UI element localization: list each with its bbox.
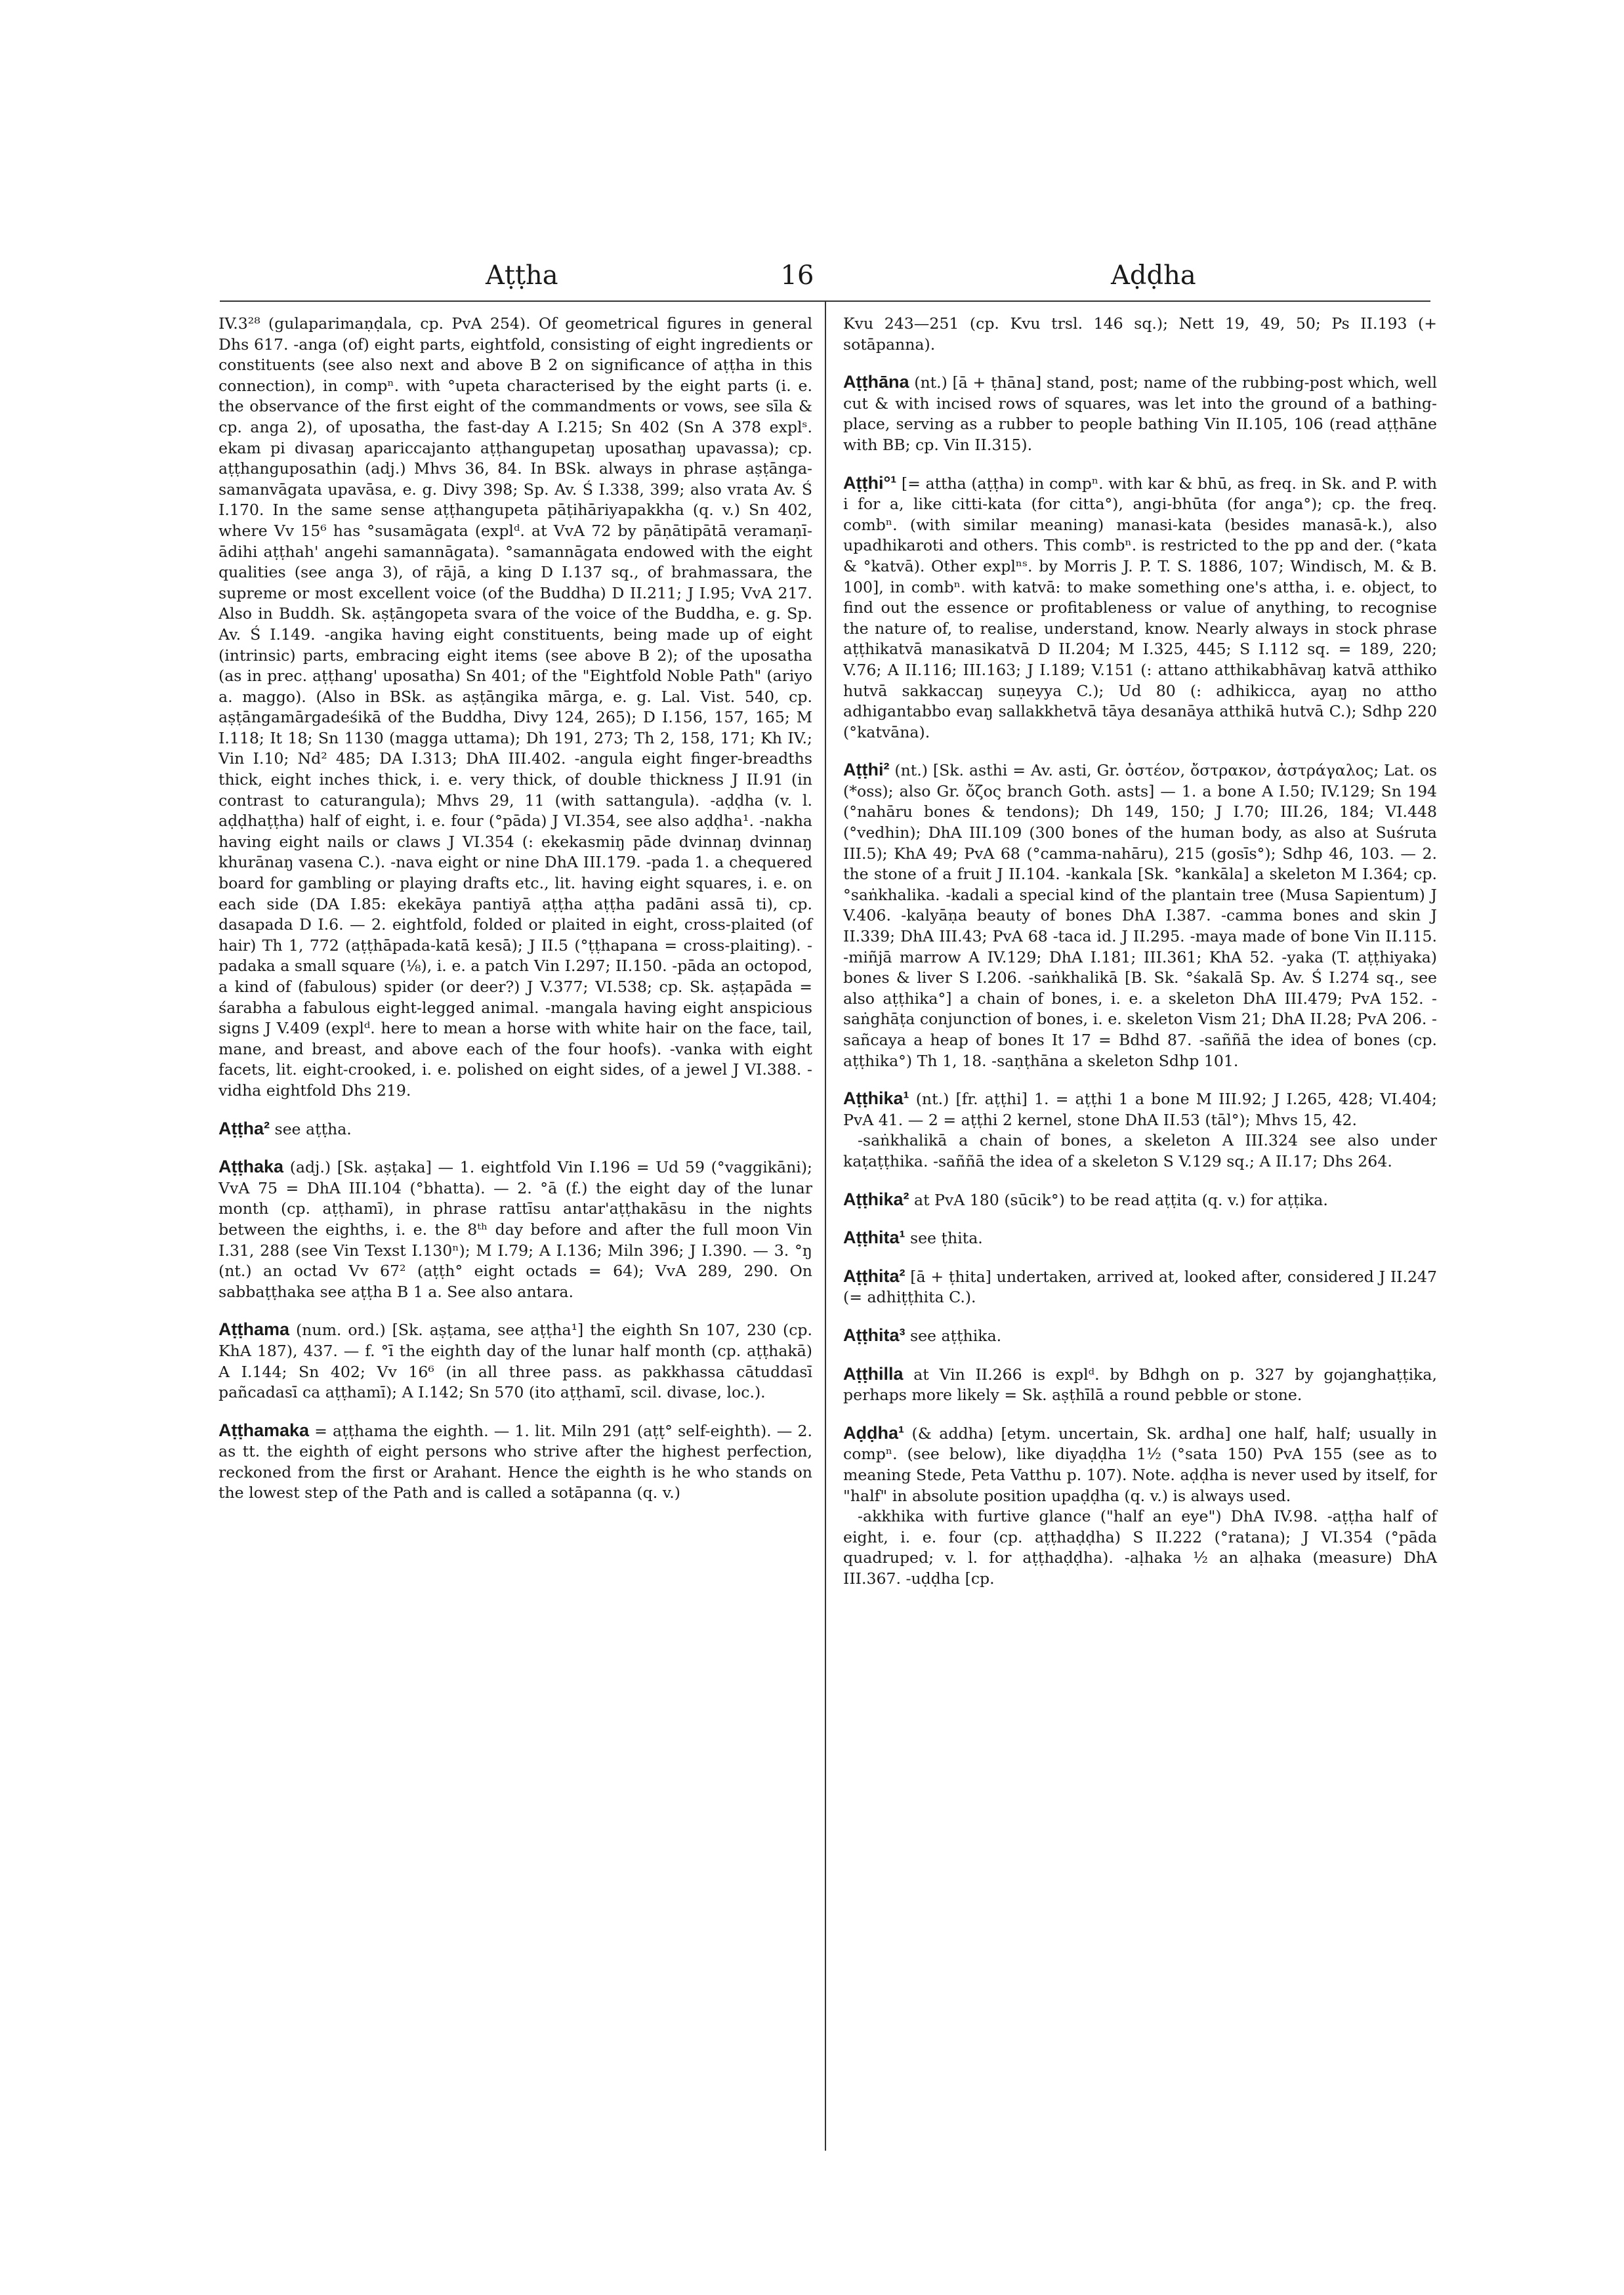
dictionary-entry <box>843 1266 1437 1308</box>
dictionary-entry <box>843 1364 1437 1406</box>
right-guideword: Aḍḍha <box>1111 260 1196 291</box>
entry-text: see aṭṭha. <box>274 1119 352 1138</box>
entry-headword: Aṭṭhika² <box>843 1189 909 1209</box>
entry-headword: Aṭṭhamaka <box>219 1420 310 1440</box>
right-column <box>843 314 1437 1606</box>
dictionary-entry <box>843 314 1437 355</box>
entry-text: = aṭṭhama the eighth. — 1. lit. Miln 291 (aṭṭ° self-eighth). — 2. as tt. the eighth of eight persons who strive after the highest perfection, reckoned from the first or Arahant. Hence the eighth is he who stands on the lowest step of the Path and is called a sotāpanna (q. v.) <box>219 1421 812 1502</box>
entry-headword: Aṭṭhaka <box>219 1157 284 1177</box>
entry-headword: Aṭṭhama <box>219 1319 290 1340</box>
entry-text: (nt.) [ā + ṭhāna] stand, post; name of the rubbing-post which, well cut & with incised rows of squares, was let into the ground of a bathing-place, serving as a rubber to people bathing Vin II.105, 106 (read aṭṭhāne with BB; cp. Vin II.315). <box>843 373 1438 454</box>
dictionary-entry <box>219 1319 812 1403</box>
entry-headword: Aṭṭhita¹ <box>843 1228 906 1248</box>
entry-text: at Vin II.266 is explᵈ. by Bdhgh on p. 327 by gojanghaṭṭika, perhaps more likely = Sk. aṣṭhīlā a round pebble or stone. <box>843 1365 1437 1405</box>
dictionary-entry <box>219 314 812 1102</box>
entry-text: IV.3²⁸ (gulaparimaṇḍala, cp. PvA 254). Of geometrical figures in general Dhs 617. -anga (of) eight parts, eightfold, consisting of eight ingredients or constituents (see also next and above B 2 on significance of aṭṭha in this connection), in compⁿ. with °upeta characterised by the eight parts (i. e. the observance of the first eight of the commandments or vows, see sīla & cp. anga 2), of uposatha, the fast-day A I.215; Sn 402 (Sn A 378 explˢ. ekam pi divasaŋ apariccajanto aṭṭhangupetaŋ uposathaŋ upavassa); cp. aṭṭhanguposathin (adj.) Mhvs 36, 84. In BSk. always in phrase aṣṭānga-samanvāgata upavāsa, e. g. Divy 398; Sp. Av. Ś I.338, 399; also vrata Av. Ś I.170. In the same sense aṭṭhangupeta pāṭihāriyapakkha (q. v.) Sn 402, where Vv 15⁶ has °susamāgata (explᵈ. at VvA 72 by pāṇātipātā veramaṇī-ādihi aṭṭhah' angehi samannāgata). °samannāgata endowed with the eight qualities (see anga 3), of rājā, a king D I.137 sq., of brahmassara, the supreme or most excellent voice (of the Buddha) D II.211; J I.95; VvA 217. Also in Buddh. Sk. aṣṭāngopeta svara of the voice of the Buddha, e. g. Sp. Av. Ś I.149. -angika having eight constituents, being made up of eight (intrinsic) parts, embracing eight items (see above B 2); of the uposatha (as in prec. aṭṭhang' uposatha) Sn 401; of the "Eightfold Noble Path" (ariyo a. maggo). (Also in BSk. as aṣṭāngika mārga, e. g. Lal. Vist. 540, cp. aṣṭāngamārgadeśikā of the Buddha, Divy 124, 265); D I.156, 157, 165; M I.118; It 18; Sn 1130 (magga uttama); Dh 191, 273; Th 2, 158, 171; Kh IV.; Vin I.10; Nd² 485; DA I.313; DhA III.402. -angula eight finger-breadths thick, eight inches thick, i. e. very thick, of double thickness J II.91 (in contrast to caturangula); Mhvs 29, 11 (with sattangula). -aḍḍha (v. l. aḍḍhaṭṭha) half of eight, i. e. four (°pāda) J VI.354, see also aḍḍha¹. -nakha having eight nails or claws J VI.354 (: ekekasmiŋ pāde dvinnaŋ dvinnaŋ khurānaŋ vasena C.). -nava eight or nine DhA III.179. -pada 1. a chequered board for gambling or playing drafts etc., lit. having eight squares, i. e. on each side (DA I.85: ekekāya pantiyā aṭṭha aṭṭha padāni assā ti), cp. dasapada D I.6. — 2. eightfold, folded or plaited in eight, cross-plaited (of hair) Th 1, 772 (aṭṭhāpada-katā kesā); J II.5 (°ṭṭhapana = cross-plaiting). -padaka a small square (⅛), i. e. a patch Vin I.297; II.150. -pāda an octopod, a kind of (fabulous) spider (or deer?) J V.377; VI.538; cp. Sk. aṣṭapāda = śarabha a fabulous eight-legged animal. -mangala having eight anspicious signs J V.409 (explᵈ. here to mean a horse with white hair on the face, tail, mane, and breast, and above each of the four hoofs). -vanka with eight facets, lit. eight-crooked, i. e. polished on eight sides, of a jewel J VI.388. -vidha eightfold Dhs 219. <box>219 314 812 1100</box>
entry-subtext: -saṅkhalikā a chain of bones, a skeleton A III.324 see also under kaṭaṭṭhika. -saññā the idea of a skeleton S V.129 sq.; A II.17; Dhs 264. <box>843 1131 1437 1170</box>
left-column <box>219 314 812 1521</box>
dictionary-entry <box>843 1325 1437 1347</box>
dictionary-entry <box>219 1157 812 1302</box>
left-guideword: Aṭṭha <box>486 260 558 291</box>
entry-headword: Aṭṭhi² <box>843 760 890 780</box>
entry-headword: Aṭṭhita² <box>843 1266 906 1286</box>
page-number: 16 <box>780 260 814 291</box>
entry-text: at PvA 180 (sūcik°) to be read aṭṭita (q. v.) for aṭṭika. <box>914 1190 1328 1209</box>
dictionary-entry <box>219 1119 812 1140</box>
entry-text: (adj.) [Sk. aṣṭaka] — 1. eightfold Vin I.196 = Ud 59 (°vaggikāni); VvA 75 = DhA III.104 (°bhatta). — 2. °ā (f.) the eight day of the lunar month (cp. aṭṭhamī), in phrase rattīsu antar'aṭṭhakāsu in the nights between the eighths, i. e. the 8ᵗʰ day before and after the full moon Vin I.31, 288 (see Vin Texst I.130ⁿ); M I.79; A I.136; Miln 396; J I.390. — 3. °ŋ (nt.) an octad Vv 67² (aṭṭh° eight octads = 64); VvA 289, 290. On sabbaṭṭhaka see aṭṭha B 1 a. See also antara. <box>219 1158 813 1301</box>
dictionary-entry <box>843 1088 1437 1172</box>
dictionary-entry <box>843 760 1437 1071</box>
entry-text: (nt.) [Sk. asthi = Av. asti, Gr. ὀστέον, ὄστρακον, ἀστράγαλος; Lat. os (*oss); also Gr. ὄζος branch Goth. asts] — 1. a bone A I.50; IV.129; Sn 194 (°nahāru bones & tendons); Dh 149, 150; J I.70; III.26, 184; VI.448 (°vedhin); DhA III.109 (300 bones of the human body, as also at Suśruta III.5); KhA 49; PvA 68 (°camma-nahāru), 215 (gosīs°); Sdhp 46, 103. — 2. the stone of a fruit J II.104. -kankala [Sk. °kankāla] a skeleton M I.364; cp. °saṅkhalika. -kadali a special kind of the plantain tree (Musa Sapientum) J V.406. -kalyāṇa beauty of bones DhA I.387. -camma bones and skin J II.339; DhA III.43; PvA 68 -taca id. J II.295. -maya made of bone Vin II.115. -miñjā marrow A IV.129; DhA I.181; III.361; KhA 52. -yaka (T. aṭṭhiyaka) bones & liver S I.206. -saṅkhalikā [B. Sk. °śakalā Sp. Av. Ś I.274 sq., see also aṭṭhika°] a chain of bones, i. e. a skeleton DhA III.479; PvA 152. -saṅghāṭa conjunction of bones, i. e. skeleton Vism 21; DhA II.28; PvA 206. -sañcaya a heap of bones It 17 = Bdhd 87. -saññā the idea of bones (cp. aṭṭhika°) Th 1, 18. -saṇṭhāna a skeleton Sdhp 101. <box>843 761 1438 1070</box>
dictionary-entry <box>843 473 1437 743</box>
entry-text: (nt.) [fr. aṭṭhi] 1. = aṭṭhi 1 a bone M III.92; J I.265, 428; VI.404; PvA 41. — 2 = aṭṭhi 2 kernel, stone DhA II.53 (tāl°); Mhvs 15, 42. <box>843 1090 1438 1129</box>
entry-text: [= attha (aṭṭha) in compⁿ. with kar & bhū, as freq. in Sk. and P. with i for a, like citti-kata (for citta°), angi-bhūta (for anga°); cp. the freq. combⁿ. (with similar meaning) manasi-kata (besides manasā-k.), also upadhikaroti and others. This combⁿ. is restricted to the pp and der. (°kata & °katvā). Other explⁿˢ. by Morris J. P. T. S. 1886, 107; Windisch, M. & B. 100], in combⁿ. with katvā: to make something one's attha, i. e. object, to find out the essence or profitableness or value of anything, to recognise the nature of, to realise, understand, know. Nearly always in stock phrase aṭṭhikatvā manasikatvā D II.204; M I.325, 445; S I.112 sq. = 189, 220; V.76; A II.116; III.163; J I.189; V.151 (: attano atthikabhāvaŋ katvā atthiko hutvā sakkaccaŋ suṇeyya C.); Ud 80 (: adhikicca, ayaŋ no attho adhigantabbo evaŋ sallakkhetvā tāya desanāya atthikā hutvā C.); Sdhp 220 (°katvāna). <box>843 474 1438 741</box>
entry-text: Kvu 243—251 (cp. Kvu trsl. 146 sq.); Nett 19, 49, 50; Ps II.193 (+ sotāpanna). <box>843 314 1437 354</box>
entry-text: (num. ord.) [Sk. aṣṭama, see aṭṭha¹] the eighth Sn 107, 230 (cp. KhA 187), 437. — f. °ī the eighth day of the lunar half month (cp. aṭṭhakā) A I.144; Sn 402; Vv 16⁶ (in all three pass. as pakkhassa cātuddasī pañcadasī ca aṭṭhamī); A I.142; Sn 570 (ito aṭṭhamī, scil. divase, loc.). <box>219 1321 813 1402</box>
dictionary-entry <box>843 372 1437 455</box>
entry-text: see ṭhita. <box>909 1229 983 1248</box>
entry-subtext: -akkhika with furtive glance ("half an eye") DhA IV.98. -aṭṭha half of eight, i. e. four (cp. aṭṭhaḍḍha) S II.222 (°ratana); J VI.354 (°pāda quadruped; v. l. for aṭṭhaḍḍha). -aḷhaka ½ an aḷhaka (measure) DhA III.367. -uḍḍha [cp. <box>843 1507 1437 1588</box>
dictionary-entry <box>843 1423 1437 1590</box>
column-divider <box>825 300 826 2151</box>
entry-headword: Aṭṭhita³ <box>843 1325 906 1345</box>
entry-headword: Aḍḍha¹ <box>843 1422 904 1443</box>
entry-headword: Aṭṭhi°¹ <box>843 472 897 493</box>
dictionary-entry <box>219 1420 812 1504</box>
dictionary-entry <box>843 1228 1437 1249</box>
dictionary-entry <box>843 1189 1437 1211</box>
entry-text: [ā + ṭhita] undertaken, arrived at, looked after, considered J II.247 (= adhiṭṭhita C.). <box>843 1267 1437 1307</box>
entry-headword: Aṭṭhika¹ <box>843 1088 909 1109</box>
entry-headword: Aṭṭhilla <box>843 1363 904 1384</box>
entry-headword: Aṭṭhāna <box>843 372 909 392</box>
entry-text: see aṭṭhika. <box>909 1326 1002 1345</box>
entry-headword: Aṭṭha² <box>219 1118 270 1138</box>
entry-text: (& addha) [etym. uncertain, Sk. ardha] one half, half; usually in compⁿ. (see below), like diyaḍḍha 1½ (°sata 150) PvA 155 (see as to meaning Stede, Peta Vatthu p. 107). Note. aḍḍha is never used by itself, for "half" in absolute position upaḍḍha (q. v.) is always used. <box>843 1424 1437 1505</box>
